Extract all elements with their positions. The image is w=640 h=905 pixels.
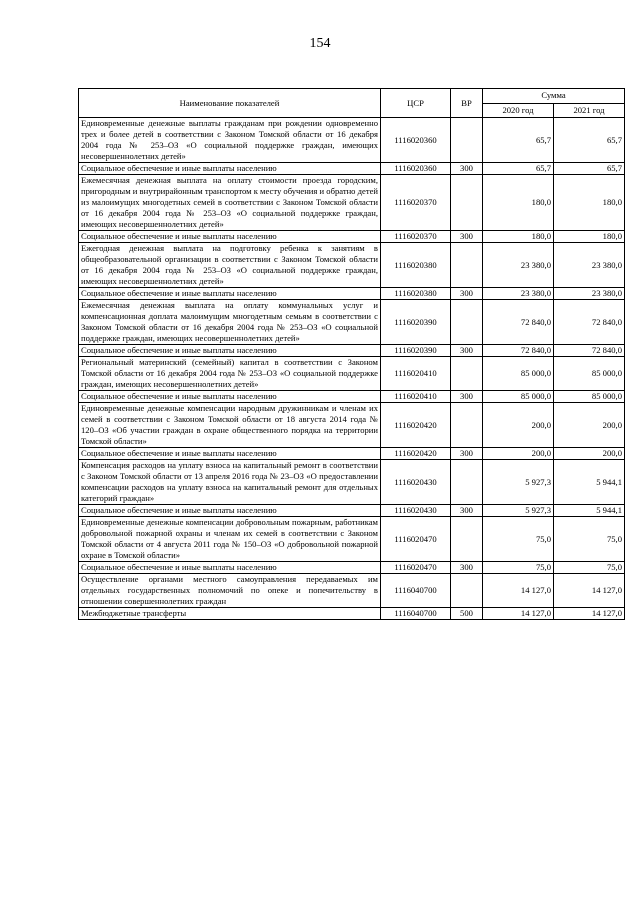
row-amount-2020: 5 927,3 <box>483 505 554 517</box>
row-csr: 1116020420 <box>381 448 451 460</box>
row-name: Единовременные денежные выплаты гражданам при рождении одновременно трех и более детей в соответствии с Законом Томской области от 16 декабря 2004 года № 253–ОЗ «О социальной поддержке граждан, имеющих несовершеннолетних детей» <box>79 118 381 163</box>
table-row <box>79 505 625 517</box>
table-row <box>79 517 625 562</box>
row-amount-2020: 65,7 <box>483 118 554 163</box>
row-amount-2020: 180,0 <box>483 175 554 231</box>
row-csr: 1116020360 <box>381 163 451 175</box>
row-amount-2021: 200,0 <box>554 403 625 448</box>
row-vr: 300 <box>451 391 483 403</box>
page-number: 154 <box>309 36 331 51</box>
row-vr <box>451 403 483 448</box>
row-csr: 1116020360 <box>381 118 451 163</box>
header-csr: ЦСР <box>381 89 451 118</box>
row-name: Социальное обеспечение и иные выплаты населению <box>79 163 381 175</box>
row-name: Межбюджетные трансферты <box>79 608 381 620</box>
row-name: Социальное обеспечение и иные выплаты населению <box>79 448 381 460</box>
row-name: Единовременные денежные компенсации народным дружинникам и членам их семей в соответствии с Законом Томской области от 18 августа 2014 года № 120–ОЗ «Об участии граждан в охране общественного порядка на территории Томской области» <box>79 403 381 448</box>
row-name: Ежегодная денежная выплата на подготовку ребенка к занятиям в общеобразовательной организации в соответствии с Законом Томской области от 16 декабря 2004 года № 253–ОЗ «О социальной поддержке граждан, имеющих несовершеннолетних детей» <box>79 243 381 288</box>
table-row <box>79 608 625 620</box>
row-amount-2020: 200,0 <box>483 403 554 448</box>
row-name: Социальное обеспечение и иные выплаты населению <box>79 505 381 517</box>
row-vr: 300 <box>451 231 483 243</box>
row-amount-2020: 72 840,0 <box>483 300 554 345</box>
row-name: Ежемесячная денежная выплата на оплату стоимости проезда городским, пригородным и внутрирайонным транспортом к месту обучения и обратно детей из малоимущих многодетных семей в соответствии с Законом Томской области от 16 декабря 2004 года № 253–ОЗ «О социальной поддержке граждан, имеющих несовершеннолетних детей» <box>79 175 381 231</box>
row-vr <box>451 357 483 391</box>
row-vr: 300 <box>451 448 483 460</box>
table-row <box>79 175 625 231</box>
row-name: Социальное обеспечение и иные выплаты населению <box>79 391 381 403</box>
table-row <box>79 288 625 300</box>
table-row <box>79 391 625 403</box>
row-amount-2021: 14 127,0 <box>554 574 625 608</box>
row-amount-2021: 85 000,0 <box>554 391 625 403</box>
table-row <box>79 562 625 574</box>
table-row <box>79 460 625 505</box>
table-row <box>79 357 625 391</box>
row-amount-2020: 14 127,0 <box>483 608 554 620</box>
row-csr: 1116020370 <box>381 175 451 231</box>
row-amount-2020: 180,0 <box>483 231 554 243</box>
row-amount-2021: 5 944,1 <box>554 505 625 517</box>
table-row <box>79 243 625 288</box>
row-csr: 1116040700 <box>381 608 451 620</box>
row-amount-2021: 200,0 <box>554 448 625 460</box>
row-csr: 1116020390 <box>381 300 451 345</box>
row-amount-2020: 65,7 <box>483 163 554 175</box>
row-amount-2021: 23 380,0 <box>554 243 625 288</box>
table-row <box>79 118 625 163</box>
row-amount-2021: 65,7 <box>554 118 625 163</box>
row-amount-2021: 72 840,0 <box>554 345 625 357</box>
row-amount-2021: 85 000,0 <box>554 357 625 391</box>
row-amount-2021: 14 127,0 <box>554 608 625 620</box>
table-row <box>79 163 625 175</box>
row-amount-2020: 23 380,0 <box>483 243 554 288</box>
row-amount-2020: 85 000,0 <box>483 357 554 391</box>
row-name: Социальное обеспечение и иные выплаты населению <box>79 231 381 243</box>
row-csr: 1116020470 <box>381 517 451 562</box>
row-amount-2021: 72 840,0 <box>554 300 625 345</box>
row-name: Компенсация расходов на уплату взноса на капитальный ремонт в соответствии с Законом Томской области от 13 апреля 2016 года № 23–ОЗ «О предоставлении компенсации расходов на уплату взноса на капитальный ремонт для отдельных категорий граждан» <box>79 460 381 505</box>
row-amount-2020: 5 927,3 <box>483 460 554 505</box>
row-amount-2021: 180,0 <box>554 231 625 243</box>
header-year-2021: 2021 год <box>554 103 625 118</box>
row-csr: 1116020430 <box>381 460 451 505</box>
row-vr: 300 <box>451 163 483 175</box>
row-vr <box>451 517 483 562</box>
row-name: Единовременные денежные компенсации добровольным пожарным, работникам добровольной пожарной охраны и членам их семей в соответствии с Законом Томской области от 4 августа 2011 года № 150–ОЗ «О добровольной пожарной охране в Томской области» <box>79 517 381 562</box>
row-name: Социальное обеспечение и иные выплаты населению <box>79 288 381 300</box>
row-csr: 1116040700 <box>381 574 451 608</box>
row-csr: 1116020470 <box>381 562 451 574</box>
row-amount-2020: 85 000,0 <box>483 391 554 403</box>
row-amount-2020: 75,0 <box>483 562 554 574</box>
row-amount-2020: 200,0 <box>483 448 554 460</box>
row-vr <box>451 300 483 345</box>
row-name: Региональный материнский (семейный) капитал в соответствии с Законом Томской области от 16 декабря 2004 года № 253–ОЗ «О социальной поддержке граждан, имеющих несовершеннолетних детей» <box>79 357 381 391</box>
row-amount-2021: 65,7 <box>554 163 625 175</box>
row-vr: 300 <box>451 288 483 300</box>
row-vr <box>451 460 483 505</box>
header-year-2020: 2020 год <box>483 103 554 118</box>
row-csr: 1116020410 <box>381 391 451 403</box>
row-vr <box>451 243 483 288</box>
budget-table <box>78 88 625 620</box>
row-name: Социальное обеспечение и иные выплаты населению <box>79 345 381 357</box>
row-csr: 1116020380 <box>381 243 451 288</box>
row-csr: 1116020410 <box>381 357 451 391</box>
row-vr <box>451 118 483 163</box>
table-row <box>79 231 625 243</box>
row-csr: 1116020390 <box>381 345 451 357</box>
row-amount-2021: 23 380,0 <box>554 288 625 300</box>
row-csr: 1116020380 <box>381 288 451 300</box>
row-amount-2021: 180,0 <box>554 175 625 231</box>
header-name: Наименование показателей <box>79 89 381 118</box>
table-row <box>79 574 625 608</box>
row-name: Социальное обеспечение и иные выплаты населению <box>79 562 381 574</box>
row-vr: 300 <box>451 345 483 357</box>
row-amount-2020: 72 840,0 <box>483 345 554 357</box>
header-sum: Сумма <box>483 89 625 104</box>
row-csr: 1116020420 <box>381 403 451 448</box>
row-amount-2020: 23 380,0 <box>483 288 554 300</box>
row-vr: 300 <box>451 562 483 574</box>
table-row <box>79 345 625 357</box>
row-vr <box>451 574 483 608</box>
row-vr: 300 <box>451 505 483 517</box>
row-vr <box>451 175 483 231</box>
row-csr: 1116020370 <box>381 231 451 243</box>
row-amount-2021: 75,0 <box>554 517 625 562</box>
row-name: Ежемесячная денежная выплата на оплату коммунальных услуг и компенсационная доплата малоимущим многодетным семьям в соответствии с Законом Томской области от 16 декабря 2004 года № 253–ОЗ «О социальной поддержке граждан, имеющих несовершеннолетних детей» <box>79 300 381 345</box>
table-row <box>79 403 625 448</box>
row-csr: 1116020430 <box>381 505 451 517</box>
row-amount-2020: 75,0 <box>483 517 554 562</box>
header-vr: ВР <box>451 89 483 118</box>
row-name: Осуществление органами местного самоуправления передаваемых им отдельных государственных полномочий по опеке и попечительству в отношении совершеннолетних граждан <box>79 574 381 608</box>
table-row <box>79 300 625 345</box>
table-row <box>79 448 625 460</box>
row-amount-2021: 5 944,1 <box>554 460 625 505</box>
row-amount-2021: 75,0 <box>554 562 625 574</box>
row-vr: 500 <box>451 608 483 620</box>
row-amount-2020: 14 127,0 <box>483 574 554 608</box>
